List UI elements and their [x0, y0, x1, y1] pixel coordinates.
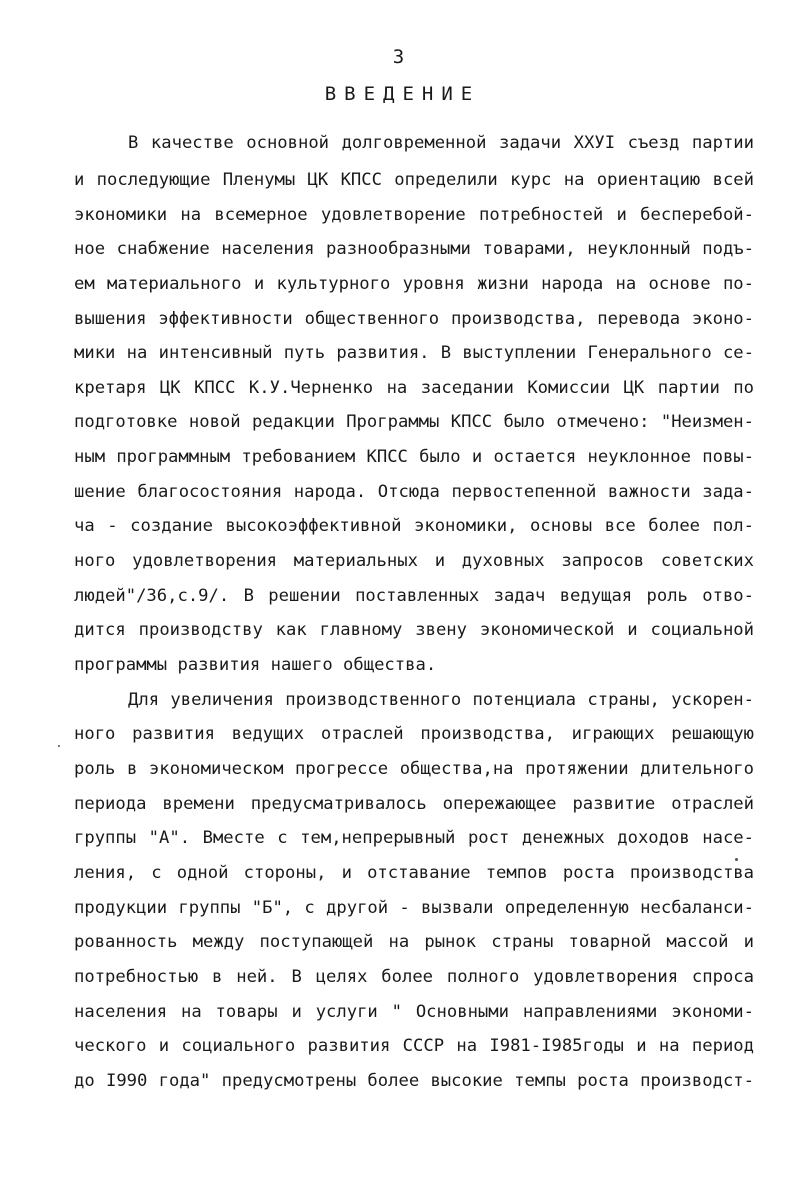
text-line: ческого и социального развития СССР на I981-I985годы и на период [74, 1036, 754, 1056]
text-line: вышения эффективности общественного производства, перевода эконо- [74, 309, 754, 329]
text-line: роль в экономическом прогрессе общества,на протяжении длительного [74, 759, 754, 779]
scan-speck [735, 858, 738, 861]
text-line: дится производству как главному звену экономической и социальной [74, 620, 754, 640]
text-line: ного развития ведущих отраслей производства, играющих решающую [74, 724, 754, 744]
text-line: экономики на всемерное удовлетворение потребностей и бесперебой- [74, 205, 754, 225]
text-line: продукции группы "Б", с другой - вызвали определенную несбаланси- [74, 898, 754, 918]
text-line: и последующие Пленумы ЦК КПСС определили курс на ориентацию всей [74, 170, 754, 190]
text-line: ем материального и культурного уровня жизни народа на основе по- [74, 274, 754, 294]
scan-speck [58, 745, 60, 747]
text-line: шение благосостояния народа. Отсюда первостепенной важности зада- [74, 482, 754, 502]
page-heading: ВВЕДЕНИЕ [324, 83, 481, 105]
text-line: потребностью в ней. В целях более полного удовлетворения спроса [74, 967, 754, 987]
text-line: мики на интенсивный путь развития. В выступлении Генерального се- [74, 343, 754, 363]
text-line: периода времени предусматривалось опережающее развитие отраслей [74, 794, 754, 814]
text-line: Для увеличения производственного потенциала страны, ускорен- [128, 690, 754, 710]
text-line: программы развития нашего общества. [74, 655, 437, 675]
text-line: ным программным требованием КПСС было и остается неуклонное повы- [74, 447, 754, 467]
text-line: ного удовлетворения материальных и духовных запросов советских [74, 551, 754, 571]
text-line: рованность между поступающей на рынок страны товарной массой и [74, 932, 754, 952]
text-line: до I990 года" предусмотрены более высокие темпы роста производст- [74, 1071, 754, 1091]
page-number: 3 [392, 46, 405, 68]
text-line: подготовке новой редакции Программы КПСС было отмечено: "Неизмен- [74, 412, 754, 432]
text-line: ное снабжение населения разнообразными товарами, неуклонный подъ- [74, 239, 754, 259]
text-line: группы "А". Вместе с тем,непрерывный рост денежных доходов насе- [74, 828, 754, 848]
text-line: В качестве основной долговременной задачи ХХУI съезд партии [128, 133, 754, 153]
text-line: кретаря ЦК КПСС К.У.Черненко на заседании Комиссии ЦК партии по [74, 378, 754, 398]
text-line: ления, с одной стороны, и отставание темпов роста производства [74, 863, 754, 883]
text-line: населения на товары и услуги " Основными направлениями экономи- [74, 1002, 754, 1022]
text-line: людей"/36,с.9/. В решении поставленных задач ведущая роль отво- [74, 586, 754, 606]
text-line: ча - создание высокоэффективной экономики, основы все более пол- [74, 516, 754, 536]
